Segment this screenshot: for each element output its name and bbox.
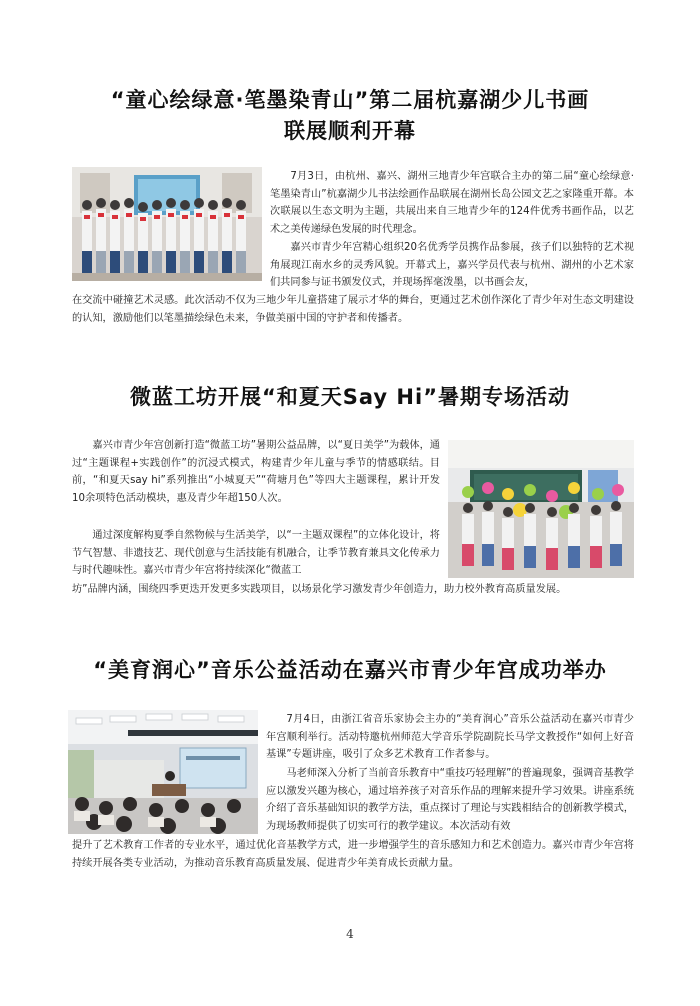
article1-title-line1: “童心绘绿意·笔墨染青山”第二届杭嘉湖少儿书画 [110, 88, 590, 112]
article2-activity-photo [448, 440, 634, 578]
article2-paragraph-2b: 坊”品牌内涵，围绕四季更迭开发更多实践项目，以场景化学习激发青少年创造力，助力校外教育高质量发展。 [72, 584, 567, 595]
article1-paragraph-2b: 在交流中碰撞艺术灵感。此次活动不仅为三地少年儿童搭建了展示才华的舞台，更通过艺术创作深化了青少年对生态文明建设的认知，激励他们以笔墨描绘绿色未来，争做美丽中国的守护者和传播者。 [72, 295, 634, 324]
article3-paragraph-1: 7月4日，由浙江省音乐家协会主办的“美育润心”音乐公益活动在嘉兴市青少年宫顺利举行。活动特邀杭州师范大学音乐学院副院长马学文教授作“如何上好音基课”专题讲座，吸引了众多艺术教育工作者参与。 [266, 714, 634, 761]
article2-paragraph-1: 嘉兴市青少年宫创新打造“微蓝工坊”暑期公益品牌，以“夏日美学”为载体，通过“主题课程+实践创作”的沉浸式模式，构建青少年儿童与季节的情感联结。目前，“和夏天say hi”系列推出“小城夏天”“荷塘月色”等四大主题课程，累计开发10余项特色活动模块，惠及青少年超150人次。 [72, 440, 440, 504]
article1-title-line2: 联展顺利开幕 [284, 119, 416, 143]
article1-paragraph-2a: 嘉兴市青少年宫精心组织20名优秀学员携作品参展，孩子们以独特的艺术视角展现江南水乡的灵秀风貌。开幕式上，嘉兴学员代表与杭州、湖州的小艺术家们共同参与证书颁发仪式，并现场挥毫泼墨，以书画会友， [270, 242, 634, 289]
article2-paragraph-2a: 通过深度解构夏季自然物候与生活美学，以“一主题双课程”的立体化设计，将节气智慧、非遗技艺、现代创意与生活技能有机融合，让季节教育兼具文化传承力与时代趣味性。嘉兴市青少年宫将持续深化“微蓝工 [72, 530, 440, 577]
article2-title: 微蓝工坊开展“和夏天Say Hi”暑期专场活动 [129, 385, 571, 409]
article1-paragraph-1: 7月3日，由杭州、嘉兴、湖州三地青少年宫联合主办的第二届“童心绘绿意·笔墨染青山”杭嘉湖少儿书法绘画作品联展在湖州长岛公园文艺之家隆重开幕。本次联展以生态文明为主题，共展出来自三地青少年的124件优秀书画作品，以艺术之美传递绿色发展的时代理念。 [270, 171, 634, 235]
article3-title: “美育润心”音乐公益活动在嘉兴市青少年宫成功举办 [93, 658, 607, 682]
page-number: 4 [346, 927, 354, 941]
article1-group-photo [72, 167, 262, 281]
article3-paragraph-2b: 提升了艺术教育工作者的专业水平，通过优化音基教学方式，进一步增强学生的音乐感知力和艺术创造力。嘉兴市青少年宫将持续开展各类专业活动，为推动音乐教育高质量发展、促进青少年美育成长贡献力量。 [72, 840, 634, 869]
article3-lecture-photo [68, 710, 258, 834]
article3-paragraph-2a: 马老师深入分析了当前音乐教育中“重技巧轻理解”的普遍现象，强调音基教学应以激发兴趣为核心，通过培养孩子对音乐作品的理解来提升学习效果。讲座系统介绍了音乐基础知识的教学方法，重点探讨了理论与实践相结合的创新教学模式，为现场教师提供了切实可行的教学建议。本次活动有效 [266, 768, 634, 832]
